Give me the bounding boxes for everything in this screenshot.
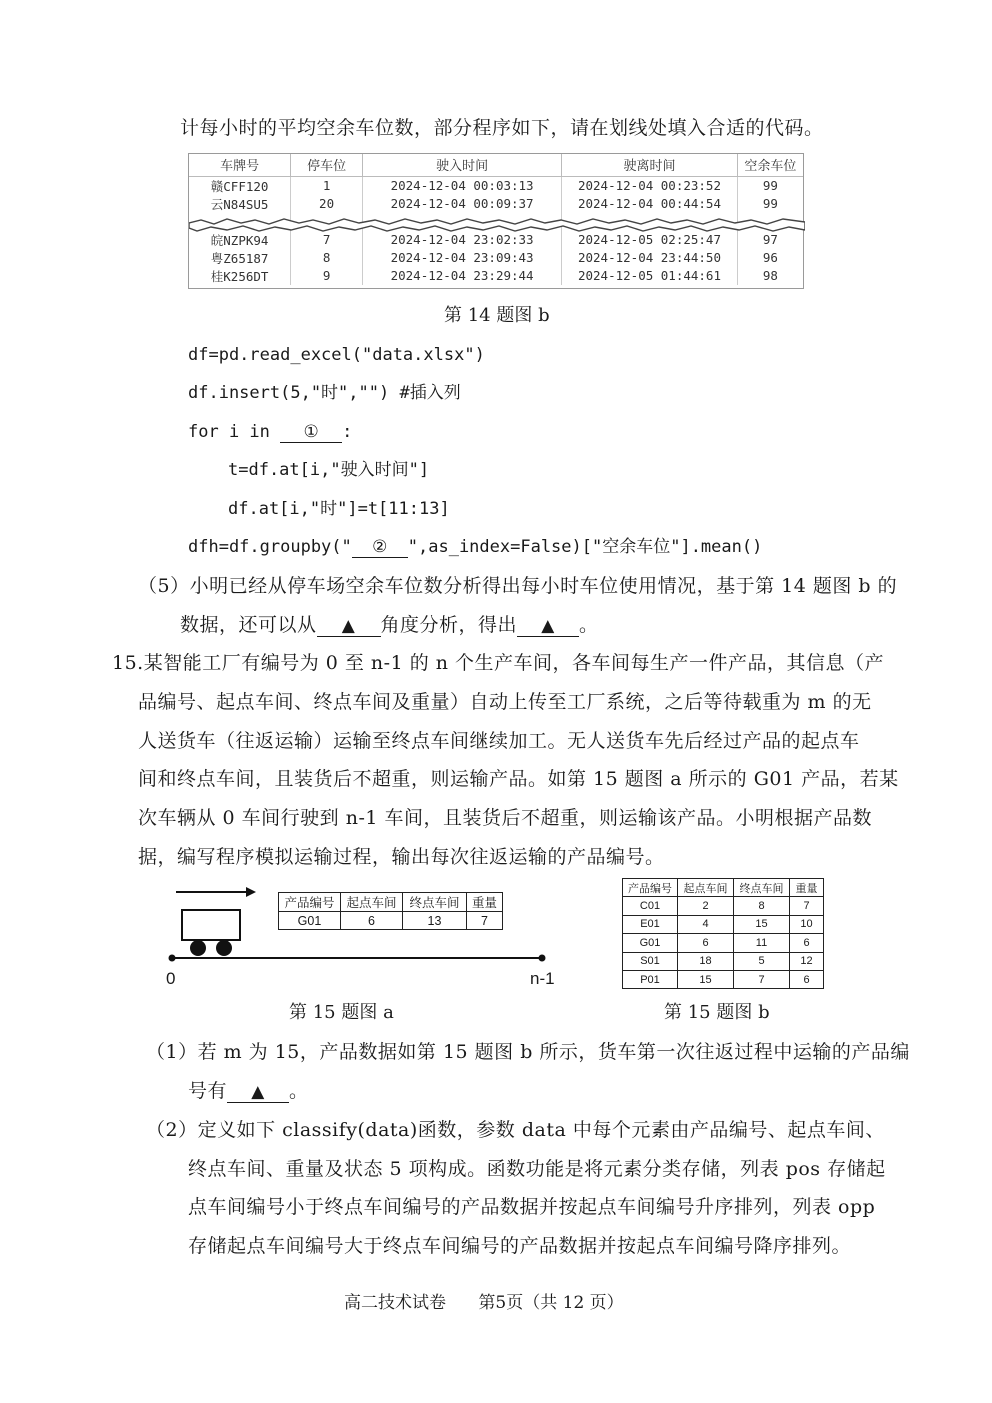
torn-edge-break: [189, 214, 805, 236]
q15-line-4: 间和终点车间，且装货后不超重，则运输产品。如第 15 题图 a 所示的 G01 产品，若某: [138, 768, 899, 790]
table-cell: 2024-12-04 00:09:37: [362, 195, 561, 213]
product-g01-table: [278, 892, 503, 930]
table-header-row: [623, 879, 824, 897]
header-cell: 车牌号: [189, 154, 291, 176]
table-cell: 10: [790, 915, 824, 933]
table-cell: 2024-12-04 00:44:54: [562, 195, 737, 213]
table-cell: G01: [623, 934, 678, 952]
code-text: :: [342, 422, 353, 442]
q5-text: 数据，还可以从: [180, 614, 317, 636]
table-header-row: [279, 893, 503, 912]
figure-caption-15a: 第 15 题图 a: [289, 1002, 394, 1023]
table-cell: 5: [734, 952, 790, 970]
code-text: ",as_index=False)["空余车位"].mean(): [407, 537, 763, 557]
table-cell: 13: [403, 912, 467, 930]
table-cell: 1: [291, 176, 363, 195]
sub1-line-2: [188, 1079, 309, 1103]
answer-blank[interactable]: ▲: [227, 1082, 289, 1103]
table-cell: 2024-12-04 23:09:43: [362, 249, 561, 267]
sub2-line-4: 存储起点车间编号大于终点车间编号的产品数据并按起点车间编号降序排列。: [188, 1235, 852, 1257]
table-cell: G01: [279, 912, 341, 930]
header-cell: 起点车间: [678, 879, 734, 897]
q5-line-2: [180, 613, 599, 637]
table-cell: 2024-12-04 23:29:44: [362, 267, 561, 285]
q5-line-1: （5）小明已经从停车场空余车位数分析得出每小时车位使用情况，基于第 14 题图 b 的: [138, 575, 898, 597]
table-cell: 6: [341, 912, 403, 930]
table-cell: 96: [762, 250, 778, 265]
arrowhead-icon: [246, 887, 256, 897]
header-cell: 驶离时间: [562, 154, 737, 176]
table-row: [623, 915, 824, 933]
table-cell: C01: [623, 897, 678, 915]
table-cell: 12: [790, 952, 824, 970]
table-row: [189, 267, 803, 285]
blank-1[interactable]: ①: [280, 422, 342, 443]
sub1-text: 。: [289, 1080, 309, 1102]
table-cell: 7: [467, 912, 503, 930]
q15-line-5: 次车辆从 0 车间行驶到 n-1 车间，且装货后不超重，则运输该产品。小明根据产品数: [138, 807, 872, 829]
table-cell: 赣CFF120: [189, 176, 291, 195]
code-line-5: df.at[i,"时"]=t[11:13]: [228, 499, 450, 519]
table-cell: 2024-12-05 01:44:61: [562, 267, 737, 285]
table-cell: 99: [762, 178, 778, 193]
table-cell: 15: [678, 970, 734, 988]
header-cell: 空余车位: [737, 154, 803, 176]
table-cell: 11: [734, 934, 790, 952]
table-cell: 6: [790, 934, 824, 952]
axis-end-label: n-1: [530, 969, 555, 988]
figure-15a: [160, 880, 570, 990]
table-row: [623, 897, 824, 915]
header-cell: 产品编号: [279, 893, 341, 912]
table-cell: 6: [790, 970, 824, 988]
table-cell: 2024-12-05 02:25:47: [562, 231, 737, 249]
q5-text: 角度分析，得出: [380, 614, 518, 636]
table-cell: P01: [623, 970, 678, 988]
track-start-dot: [169, 955, 176, 962]
table-cell: 99: [762, 196, 778, 211]
blank-2[interactable]: ②: [352, 537, 408, 558]
header-cell: 产品编号: [623, 879, 678, 897]
code-line-6: [188, 535, 762, 559]
header-cell: 起点车间: [341, 893, 403, 912]
sub2-line-2: 终点车间、重量及状态 5 项构成。函数功能是将元素分类存储，列表 pos 存储起: [188, 1158, 886, 1180]
table-cell: 7: [291, 231, 363, 249]
table-cell: 2024-12-04 23:02:33: [362, 231, 561, 249]
code-line-4: t=df.at[i,"驶入时间"]: [228, 460, 430, 480]
table-cell: 粤Z65187: [189, 249, 291, 267]
table-cell: S01: [623, 952, 678, 970]
table-row: [279, 912, 503, 930]
header-cell: 停车位: [291, 154, 363, 176]
figure-caption-14b: 第 14 题图 b: [444, 305, 550, 326]
table-cell: 18: [678, 952, 734, 970]
q15-line-1: 15.某智能工厂有编号为 0 至 n-1 的 n 个生产车间，各车间每生产一件产品，其信息（产: [112, 652, 885, 674]
code-line-3: [188, 420, 352, 444]
code-line-2: df.insert(5,"时","") #插入列: [188, 383, 461, 403]
q15-line-6: 据，编写程序模拟运输过程，输出每次往返运输的产品编号。: [138, 846, 665, 868]
table-cell: 97: [762, 232, 778, 247]
table-cell: 8: [734, 897, 790, 915]
track-end-dot: [539, 955, 546, 962]
page-footer: 高二技术试卷 第5页（共 12 页）: [344, 1293, 624, 1313]
table-cell: 9: [291, 267, 363, 285]
table-cell: 15: [734, 915, 790, 933]
table-cell: 20: [291, 195, 363, 213]
table-cell: E01: [623, 915, 678, 933]
answer-blank[interactable]: ▲: [517, 616, 579, 637]
table-cell: 2024-12-04 00:03:13: [362, 176, 561, 195]
header-cell: 驶入时间: [362, 154, 561, 176]
table-cell: 2: [678, 897, 734, 915]
truck-body-icon: [182, 910, 240, 940]
table-row: [623, 970, 824, 988]
table-cell: 2024-12-04 23:44:50: [562, 249, 737, 267]
table-row: [623, 934, 824, 952]
q15-line-2: 品编号、起点车间、终点车间及重量）自动上传至工厂系统，之后等待载重为 m 的无: [138, 691, 872, 713]
q5-text: 。: [579, 614, 599, 636]
header-cell: 重量: [790, 879, 824, 897]
sub2-line-3: 点车间编号小于终点车间编号的产品数据并按起点车间编号升序排列，列表 opp: [188, 1196, 876, 1218]
header-cell: 重量: [467, 893, 503, 912]
table-cell: 98: [762, 268, 778, 283]
code-line-1: df=pd.read_excel("data.xlsx"): [188, 345, 485, 365]
sub1-text: 号有: [188, 1080, 228, 1102]
table-cell: 云N84SU5: [189, 195, 291, 213]
table-cell: 7: [790, 897, 824, 915]
code-text: dfh=df.groupby(": [188, 537, 352, 557]
parking-data-table: [188, 153, 804, 289]
header-cell: 终点车间: [734, 879, 790, 897]
figure-caption-15b: 第 15 题图 b: [664, 1002, 770, 1023]
table-row: [189, 249, 803, 267]
table-header-row: [189, 154, 803, 176]
truck-wheel-icon: [190, 940, 206, 956]
table-cell: 6: [678, 934, 734, 952]
table-cell: 4: [678, 915, 734, 933]
axis-start-label: 0: [166, 969, 176, 988]
table-row: [189, 195, 803, 213]
sub2-line-1: （2）定义如下 classify(data)函数，参数 data 中每个元素由产品编号、起点车间、: [146, 1119, 885, 1141]
intro-line: 计每小时的平均空余车位数，部分程序如下，请在划线处填入合适的代码。: [180, 117, 824, 139]
table-cell: 7: [734, 970, 790, 988]
table-cell: 2024-12-04 00:23:52: [562, 176, 737, 195]
sub1-line-1: （1）若 m 为 15，产品数据如第 15 题图 b 所示，货车第一次往返过程中运输的产品编: [146, 1041, 910, 1063]
table-cell: 皖NZPK94: [189, 231, 291, 249]
table-row: [623, 952, 824, 970]
table-cell: 8: [291, 249, 363, 267]
table-row: [189, 176, 803, 195]
table-cell: 桂K256DT: [189, 267, 291, 285]
product-data-table: [622, 878, 824, 989]
answer-blank[interactable]: ▲: [317, 616, 381, 637]
header-cell: 终点车间: [403, 893, 467, 912]
truck-wheel-icon: [216, 940, 232, 956]
code-text: for i in: [188, 422, 281, 442]
q15-line-3: 人送货车（往返运输）运输至终点车间继续加工。无人送货车先后经过产品的起点车: [138, 730, 860, 752]
